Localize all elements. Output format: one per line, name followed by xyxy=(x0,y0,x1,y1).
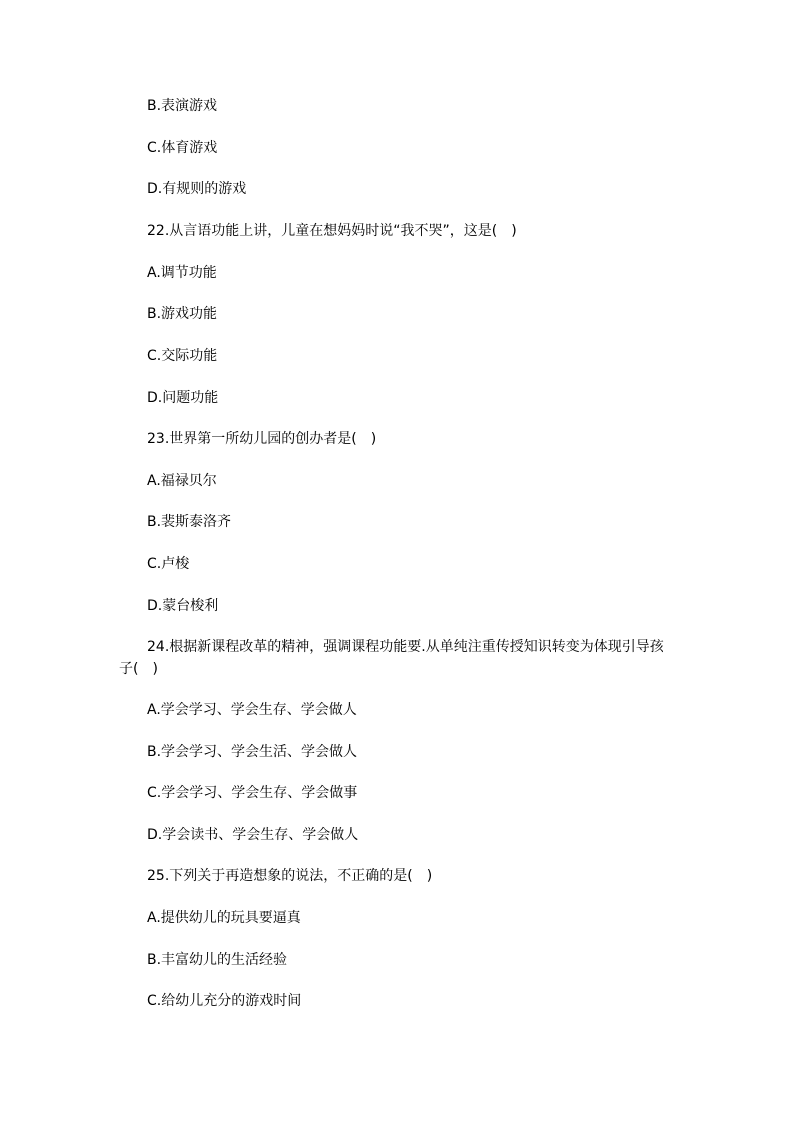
option-24-b: B.学会学习、学会生活、学会做人 xyxy=(147,744,358,760)
option-24-a: A.学会学习、学会生存、学会做人 xyxy=(147,702,357,718)
question-25: 25.下列关于再造想象的说法，不正确的是( ) xyxy=(147,868,433,884)
option-21-d: D.有规则的游戏 xyxy=(147,181,247,197)
option-25-c: C.给幼儿充分的游戏时间 xyxy=(147,993,302,1009)
option-24-c: C.学会学习、学会生存、学会做事 xyxy=(147,785,358,801)
option-25-b: B.丰富幼儿的生活经验 xyxy=(147,952,288,968)
option-24-d: D.学会读书、学会生存、学会做人 xyxy=(147,827,359,843)
option-23-d: D.蒙台梭利 xyxy=(147,598,219,614)
option-23-a: A.福禄贝尔 xyxy=(147,473,217,489)
option-22-a: A.调节功能 xyxy=(147,265,217,281)
option-21-b: B.表演游戏 xyxy=(147,98,218,114)
question-24-line-2: 子( ) xyxy=(119,661,158,677)
option-22-b: B.游戏功能 xyxy=(147,306,218,322)
option-25-a: A.提供幼儿的玩具要逼真 xyxy=(147,910,301,926)
option-22-d: D.问题功能 xyxy=(147,390,219,406)
option-23-c: C.卢梭 xyxy=(147,556,190,572)
question-24-line-1: 24.根据新课程改革的精神，强调课程功能要.从单纯注重传授知识转变为体现引导孩 xyxy=(147,639,664,655)
question-23: 23.世界第一所幼儿园的创办者是( ) xyxy=(147,431,377,447)
option-22-c: C.交际功能 xyxy=(147,348,218,364)
question-22: 22.从言语功能上讲，儿童在想妈妈时说“我不哭”，这是( ) xyxy=(147,223,517,239)
option-23-b: B.裴斯泰洛齐 xyxy=(147,514,232,530)
option-21-c: C.体育游戏 xyxy=(147,140,218,156)
